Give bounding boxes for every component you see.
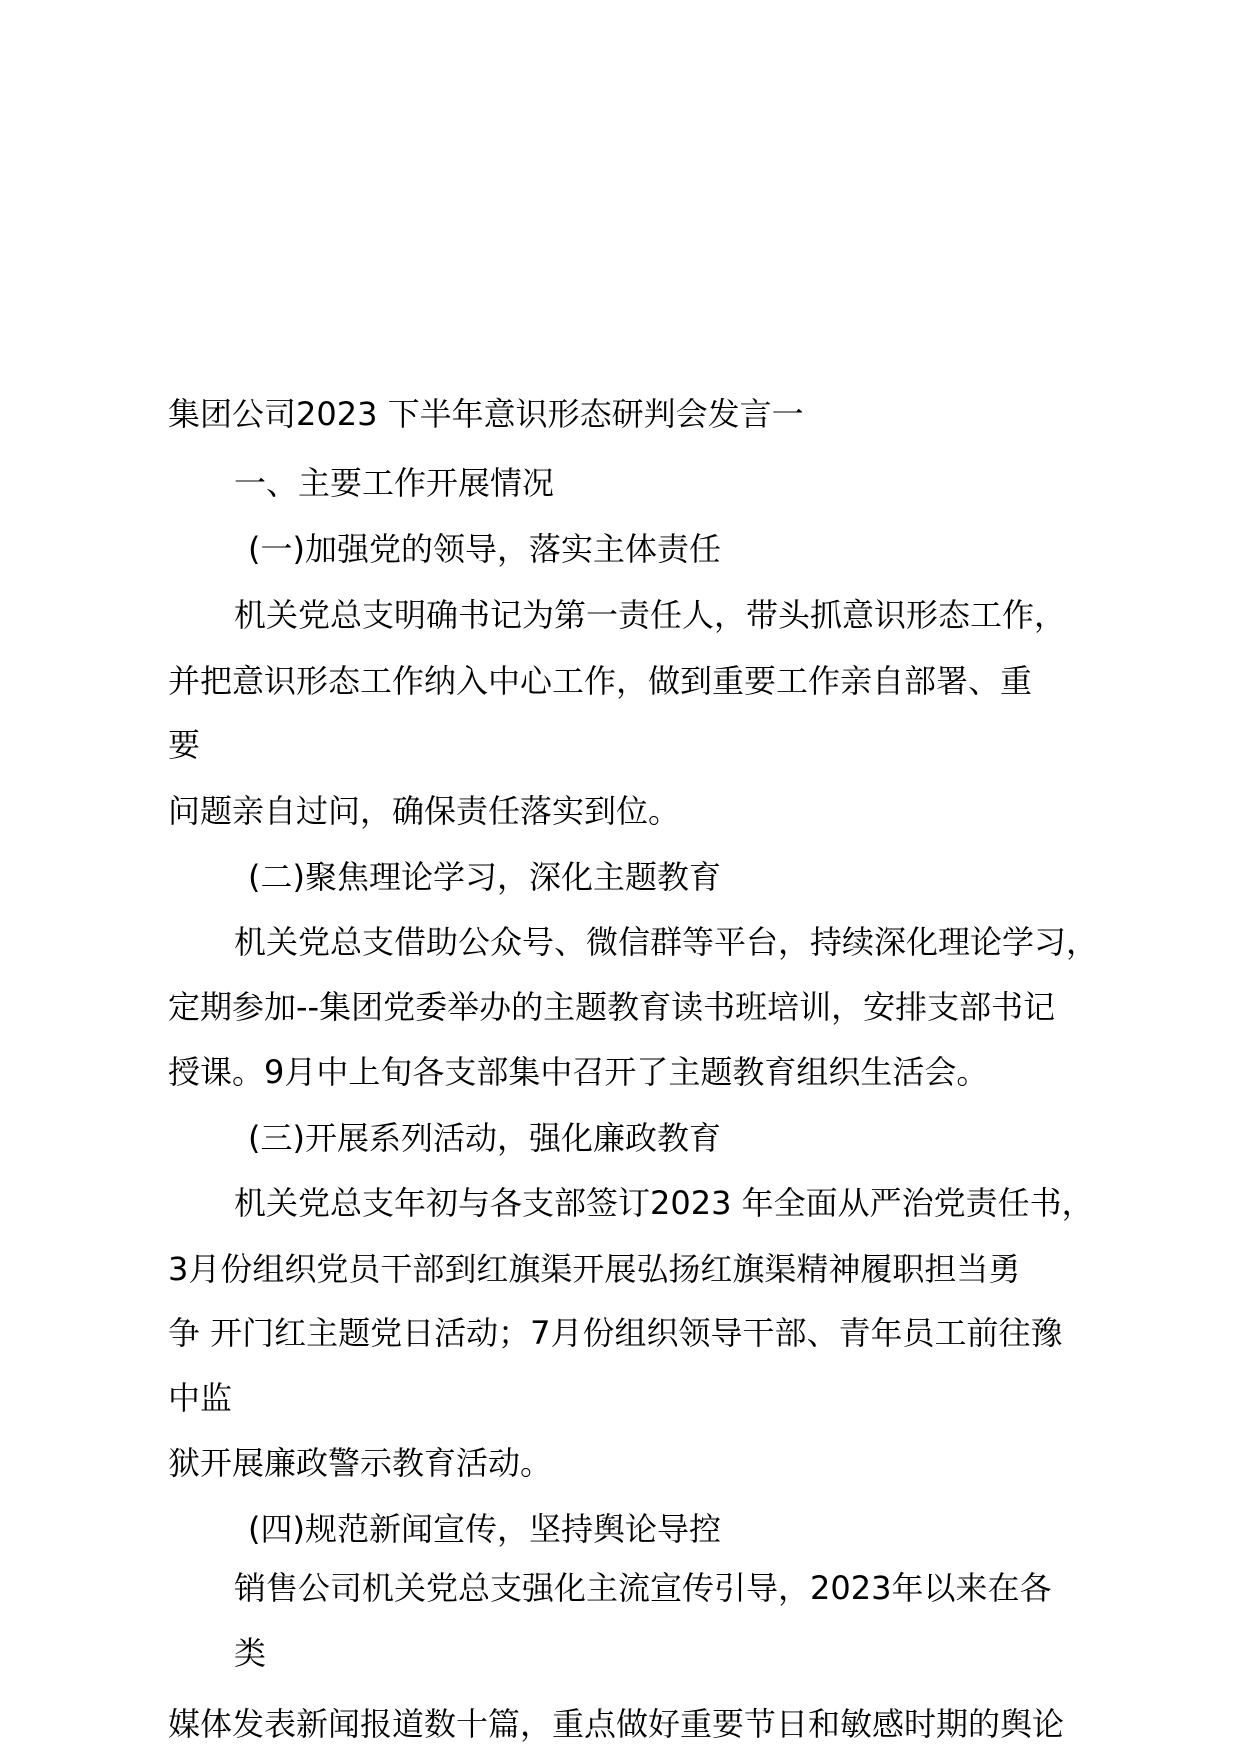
paragraph-line: 机关党总支明确书记为第一责任人，带头抓意识形态工作，	[234, 596, 1067, 634]
paragraph-line: 机关党总支借助公众号、微信群等平台，持续深化理论学习，	[234, 923, 1099, 961]
paragraph-line: 3月份组织党员干部到红旗渠开展弘扬红旗渠精神履职担当勇	[168, 1250, 1021, 1288]
paragraph-line: 要	[168, 726, 201, 764]
paragraph-line: 并把意识形态工作纳入中心工作，做到重要工作亲自部署、重	[168, 662, 1033, 700]
subsection-heading: (一)加强党的领导，落实主体责任	[248, 530, 721, 568]
paragraph-line: 授课。9月中上旬各支部集中召开了主题教育组织生活会。	[168, 1053, 989, 1091]
paragraph-line: 媒体发表新闻报道数十篇，重点做好重要节日和敏感时期的舆论	[168, 1705, 1065, 1743]
document-title: 集团公司2023 下半年意识形态研判会发言一	[168, 395, 804, 433]
subsection-heading: (三)开展系列活动，强化廉政教育	[248, 1119, 721, 1157]
paragraph-line: 狱开展廉政警示教育活动。	[168, 1444, 553, 1482]
paragraph-line: 定期参加--集团党委举办的主题教育读书班培训，安排支部书记	[168, 988, 1056, 1026]
paragraph-line: 中监	[168, 1379, 233, 1417]
paragraph-line: 类	[234, 1634, 267, 1672]
section-heading: 一、主要工作开展情况	[234, 464, 555, 502]
paragraph-line: 机关党总支年初与各支部签订2023 年全面从严治党责任书，	[234, 1184, 1094, 1222]
paragraph-line: 销售公司机关党总支强化主流宣传引导，2023年以来在各	[234, 1569, 1052, 1607]
subsection-heading: (四)规范新闻宣传，坚持舆论导控	[248, 1510, 721, 1548]
paragraph-line: 问题亲自过问，确保责任落实到位。	[168, 792, 681, 830]
paragraph-line: 争 开门红主题党日活动；7月份组织领导干部、青年员工前往豫	[168, 1314, 1063, 1352]
subsection-heading: (二)聚焦理论学习，深化主题教育	[248, 858, 721, 896]
